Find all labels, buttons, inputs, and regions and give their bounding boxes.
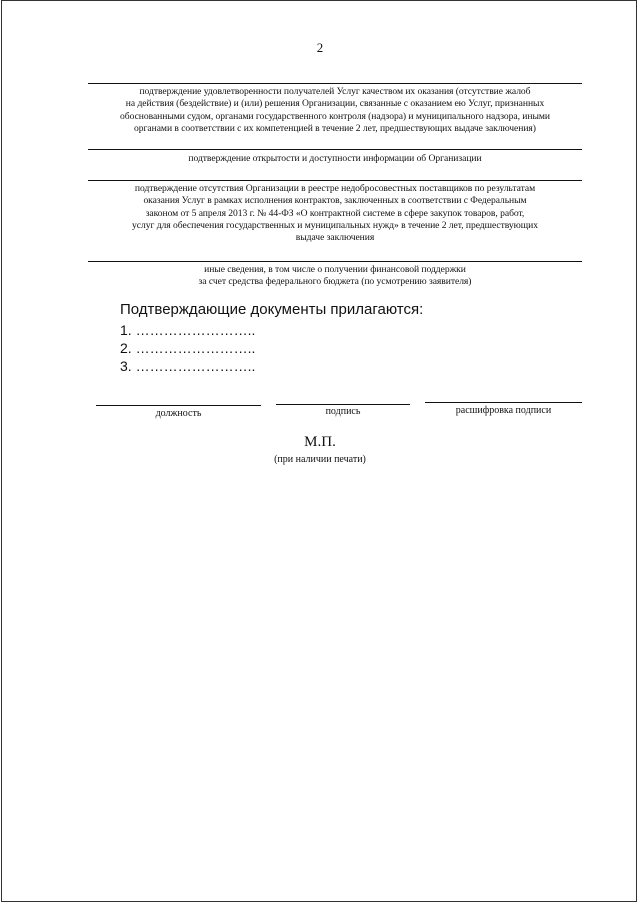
section-text-4 [88, 264, 582, 289]
attachments-title: Подтверждающие документы прилагаются: [120, 301, 424, 318]
attachment-item-3: 3. …………………….. [120, 358, 256, 374]
section-4-line: за счет средства федерального бюджета (по усмотрению заявителя) [198, 276, 472, 288]
signature-label: подпись [325, 406, 361, 417]
section-text-3 [88, 183, 582, 244]
section-text-2 [88, 153, 582, 165]
section-1-line: подтверждение удовлетворенности получателей Услуг качеством их оказания (отсутствие жалоб [139, 86, 531, 97]
attachment-item-2: 2. …………………….. [120, 340, 256, 356]
section-3-line: подтверждение отсутствия Организации в реестре недобросовестных поставщиков по результатам [134, 183, 536, 194]
section-rule-3 [88, 180, 582, 181]
stamp-label: М.П. [304, 434, 336, 450]
section-3-line: оказания Услуг в рамках исполнения контрактов, заключенных в соответствии с Федеральным [143, 195, 527, 207]
section-1-line: обоснованными судом, органами государственного контроля (надзора) и муниципального надзора, иными [120, 110, 550, 122]
section-rule-2 [88, 149, 582, 150]
section-3-line: услуг для обеспечения государственных и муниципальных нужд» в течение 2 лет, предшествующих [132, 219, 538, 231]
page-number: 2 [316, 40, 324, 55]
decoding-label: расшифровка подписи [455, 405, 552, 416]
attachment-item-1: 1. …………………….. [120, 322, 256, 338]
signature-line-position [96, 405, 261, 406]
section-4-line: иные сведения, в том числе о получении финансовой поддержки [204, 264, 466, 275]
section-1-line: органами в соответствии с их компетенцией в течение 2 лет, предшествующих выдаче заключения) [134, 122, 536, 134]
section-text-1 [88, 86, 582, 135]
stamp-note: (при наличии печати) [274, 454, 366, 465]
signature-line-decoding [425, 402, 582, 403]
section-rule-4 [88, 261, 582, 262]
section-3-line: законом от 5 апреля 2013 г. № 44-ФЗ «О контрактной системе в сфере закупок товаров, работ, [145, 207, 525, 219]
section-2-line: подтверждение открытости и доступности информации об Организации [188, 153, 482, 164]
position-label: должность [155, 408, 202, 419]
section-1-line: на действия (бездействие) и (или) решения Организации, связанные с оказанием ею Услуг, признанных [125, 98, 545, 110]
signature-line-signature [276, 404, 410, 405]
section-3-line: выдаче заключения [295, 232, 375, 244]
page-frame [1, 0, 637, 902]
section-rule-1 [88, 83, 582, 84]
